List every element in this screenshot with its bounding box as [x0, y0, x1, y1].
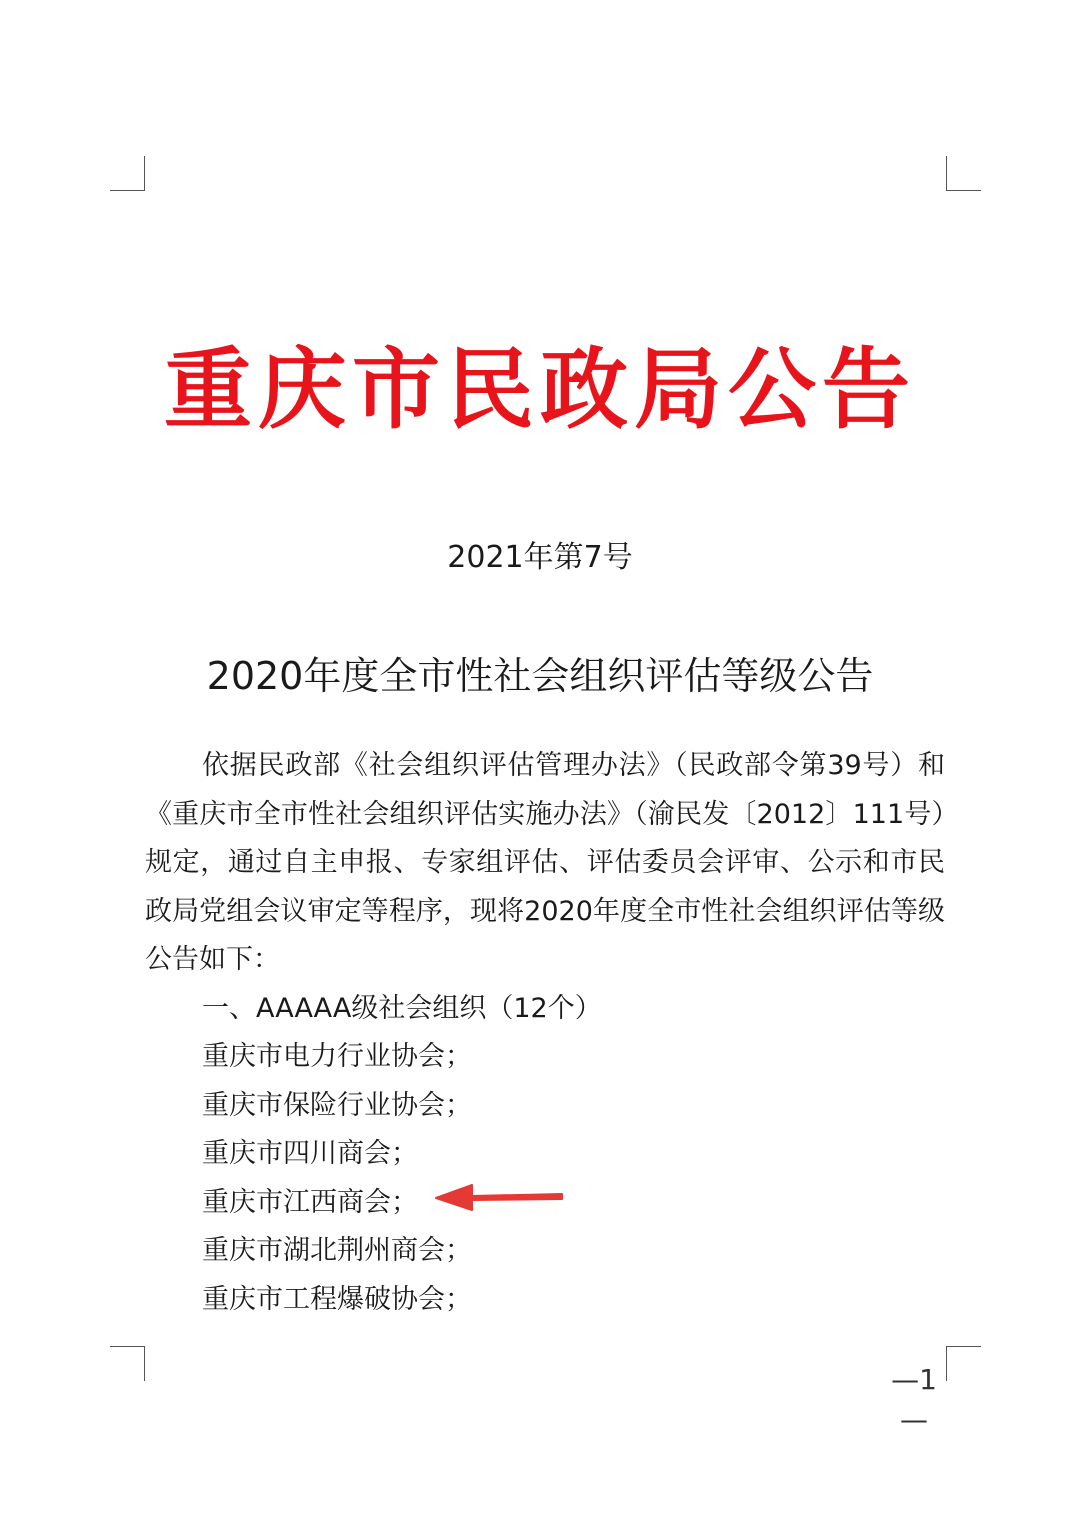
crop-mark-bottom-right [946, 1346, 981, 1381]
intro-paragraph: 依据民政部《社会组织评估管理办法》（民政部令第39号）和《重庆市全市性社会组织评估实施办法》（渝民发〔2012〕111号）规定，通过自主申报、专家组评估、评估委员会评审、公示和市民政局党组会议审定等程序，现将2020年度全市性社会组织评估等级公告如下： [145, 750, 945, 975]
page-number: —1— [891, 1363, 937, 1436]
organization-item: 重庆市湖北荆州商会； [202, 1235, 472, 1266]
crop-mark-bottom-left [110, 1346, 145, 1381]
section-heading: 一、AAAAA级社会组织（12个） [202, 992, 602, 1024]
organization-item: 重庆市电力行业协会； [202, 1041, 472, 1072]
crop-mark-top-left [110, 156, 145, 191]
organization-item: 重庆市四川商会； [202, 1138, 418, 1169]
crop-mark-top-right [946, 156, 981, 191]
organization-item: 重庆市保险行业协会； [202, 1089, 472, 1121]
document-header: 重庆市民政局公告 [163, 338, 916, 441]
document-number: 2021年第7号 [447, 540, 633, 575]
left-arrow-icon [432, 1177, 568, 1217]
document-body [145, 742, 945, 1324]
organization-item-highlighted: 重庆市江西商会； [202, 1186, 418, 1218]
organization-item: 重庆市工程爆破协会； [202, 1283, 472, 1315]
document-title: 2020年度全市性社会组织评估等级公告 [206, 654, 874, 698]
